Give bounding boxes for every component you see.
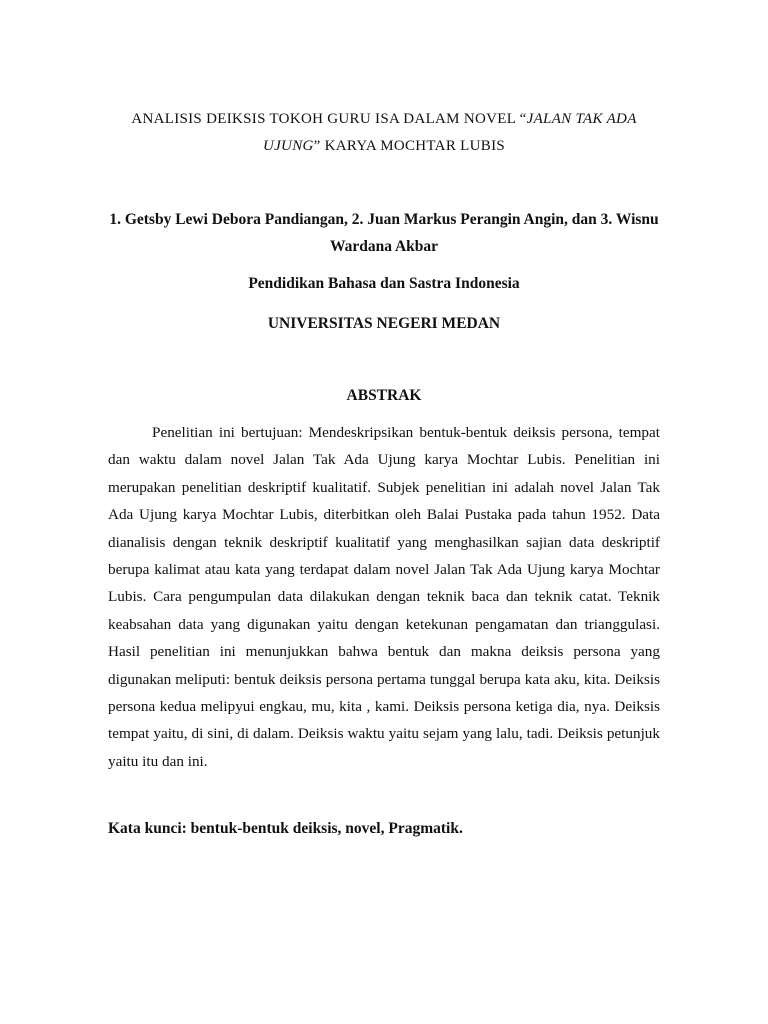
title-suffix: ” KARYA MOCHTAR LUBIS xyxy=(313,138,506,154)
paper-title xyxy=(108,106,660,160)
title-novel-name: JALAN TAK ADA UJUNG xyxy=(262,111,637,154)
university: UNIVERSITAS NEGERI MEDAN xyxy=(267,315,501,332)
title-prefix: ANALISIS DEIKSIS TOKOH GURU ISA DALAM NOVEL “ xyxy=(131,111,527,127)
department: Pendidikan Bahasa dan Sastra Indonesia xyxy=(248,275,520,292)
abstract-heading: ABSTRAK xyxy=(346,387,422,404)
abstract-body: Penelitian ini bertujuan: Mendeskripsikan bentuk-bentuk deiksis persona, tempat dan waktu dalam novel Jalan Tak Ada Ujung karya Mochtar Lubis. Penelitian ini merupakan penelitian deskriptif kualitatif. Subjek penelitian ini adalah novel Jalan Tak Ada Ujung karya Mochtar Lubis, diterbitkan oleh Balai Pustaka pada tahun 1952. Data dianalisis dengan teknik deskriptif kualitatif yang menghasilkan sajian data deskriptif berupa kalimat atau kata yang terdapat dalam novel Jalan Tak Ada Ujung karya Mochtar Lubis. Cara pengumpulan data dilakukan dengan teknik baca dan teknik catat. Teknik keabsahan data yang digunakan yaitu dengan ketekunan pengamatan dan trianggulasi. Hasil penelitian ini menunjukkan bahwa bentuk dan makna deiksis persona yang digunakan meliputi: bentuk deiksis persona pertama tunggal berupa kata aku, kita. Deiksis persona kedua melipyui engkau, mu, kita , kami. Deiksis persona ketiga dia, nya. Deiksis tempat yaitu, di sini, di dalam. Deiksis waktu yaitu sejam yang lalu, tadi. Deiksis petunjuk yaitu itu dan ini. xyxy=(108,424,660,770)
keywords: Kata kunci: bentuk-bentuk deiksis, novel, Pragmatik. xyxy=(108,820,463,837)
author-list: 1. Getsby Lewi Debora Pandiangan, 2. Juan Markus Perangin Angin, dan 3. Wisnu Wardana Akbar xyxy=(109,211,659,255)
